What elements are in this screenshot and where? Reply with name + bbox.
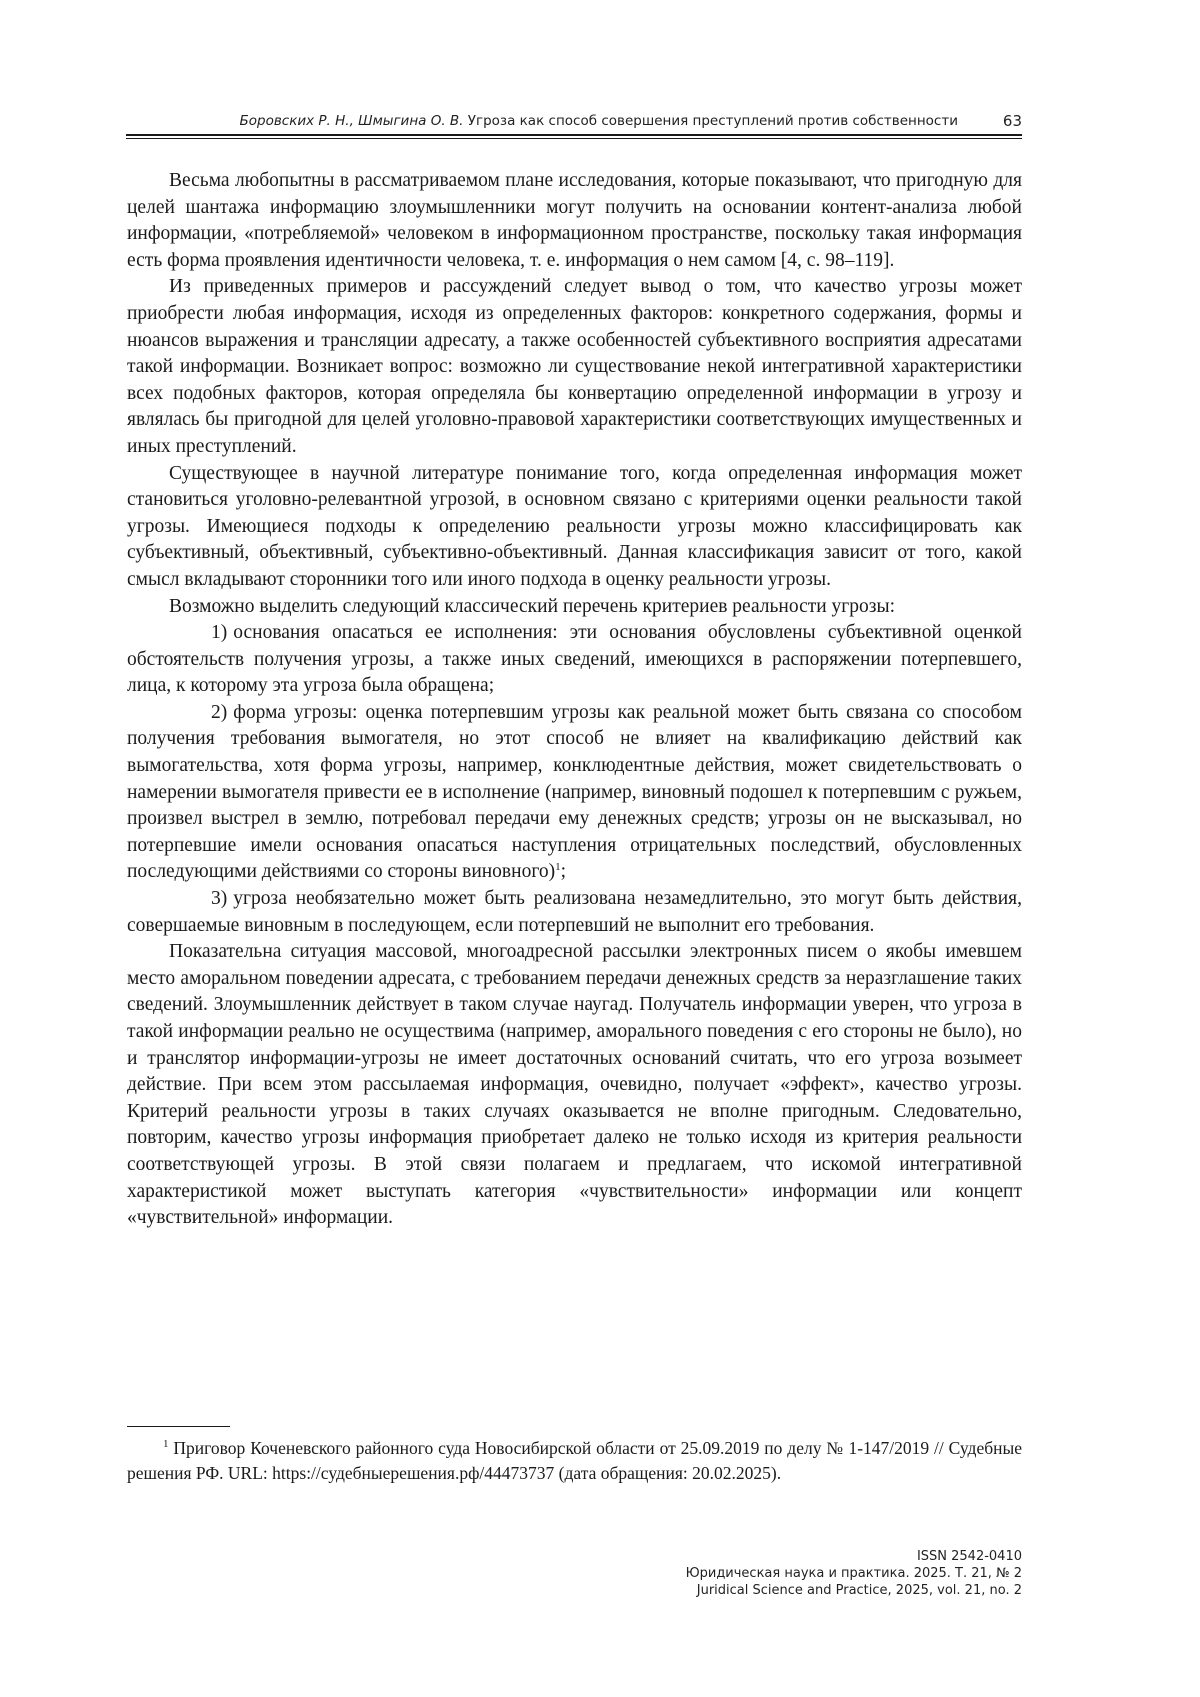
footnote: [127, 1436, 1022, 1485]
header-article-title: Угроза как способ совершения преступлений против собственности: [467, 113, 958, 129]
paragraph: Из приведенных примеров и рассуждений следует вывод о том, что качество угрозы может приобрести любая информация, исходя из определенных факторов: конкретного содержания, формы и нюансов выражения и трансляции адресату, а также особенностей субъективного восприятия адресатами такой информации. Возникает вопрос: возможно ли существование некой интегративной характеристики всех подобных факторов, которая определяла бы конвертацию определенной информации в угрозу и являлась бы пригодной для целей уголовно-правовой характеристики соответствующих имущественных и иных преступлений.: [127, 276, 1022, 457]
page-number: 63: [1002, 112, 1022, 130]
list-item: [127, 886, 1022, 939]
footnote-marker: 1: [163, 1438, 169, 1450]
list-item-text: основания опасаться ее исполнения: эти основания обусловлены субъективной оценкой обстоятельств получения угрозы, а также иных сведений, имеющихся в распоряжении потерпевшего, лица, к которому эта угроза была обращена;: [127, 622, 1022, 697]
list-item-number: 3): [211, 888, 228, 910]
paragraph: Весьма любопытны в рассматриваемом плане исследования, которые показывают, что пригодную для целей шантажа информацию злоумышленники могут получить на основании контент-анализа любой информации, «потребляемой» человеком в информационном пространстве, поскольку такая информация есть форма проявления идентичности человека, т. е. информация о нем самом [4, с. 98–119].: [127, 170, 1022, 271]
journal-title-ru: Юридическая наука и практика. 2025. Т. 21, № 2: [685, 1566, 1022, 1581]
list-item: [127, 620, 1022, 700]
journal-title-en: Juridical Science and Practice, 2025, vol. 21, no. 2: [696, 1583, 1022, 1598]
list-item-number: 2): [211, 701, 228, 723]
header-rule-thin: [126, 138, 1022, 139]
journal-issn: ISSN 2542-0410: [916, 1549, 1022, 1564]
list-item-text: угроза необязательно может быть реализована незамедлительно, это могут быть действия, совершаемые виновным в последующем, если потерпевший не выполнит его требования.: [127, 888, 1022, 936]
footnote-reference: 1: [555, 861, 561, 874]
running-title: [239, 113, 958, 129]
list-item: [127, 700, 1022, 886]
footnote-rule: [127, 1426, 230, 1427]
list-item-tail: ;: [560, 861, 567, 883]
journal-info: [686, 1548, 1022, 1599]
footnote-text: Приговор Коченевского районного суда Новосибирской области от 25.09.2019 по делу № 1-147/2019 // Судебные решения РФ. URL: https://судебныерешения.рф/44473737 (дата обращения: 20.02.2025).: [127, 1438, 1022, 1483]
list-item-text: форма угрозы: оценка потерпевшим угрозы как реальной может быть связана со способом получения требования вымогателя, но этот способ не влияет на квалификацию действий как вымогательства, хотя форма угрозы, например, конклюдентные действия, может свидетельствовать о намерении вымогателя привести ее в исполнение (например, виновный подошел к потерпевшим с ружьем, произвел выстрел в землю, потребовал передачи ему денежных средств; угрозы он не высказывал, но потерпевшие имели основания опасаться наступления отрицательных последствий, обусловленных последующими действиями со стороны виновного): [127, 701, 1022, 883]
article-body: [127, 168, 1022, 1232]
paragraph: Показательна ситуация массовой, многоадресной рассылки электронных писем о якобы имевшем место аморальном поведении адресата, с требованием передачи денежных средств за неразглашение таких сведений. Злоумышленник действует в таком случае наугад. Получатель информации уверен, что угроза в такой информации реально не осуществима (например, аморального поведения с его стороны не было), но и транслятор информации-угрозы не имеет достаточных оснований считать, что его угроза возымеет действие. При всем этом рассылаемая информация, очевидно, получает «эффект», качество угрозы. Критерий реальности угрозы в таких случаях оказывается не вполне пригодным. Следовательно, повторим, качество угрозы информация приобретает далеко не только исходя из критерия реальности соответствующей угрозы. В этой связи полагаем и предлагаем, что искомой интегративной характеристикой может выступать категория «чувствительности» информации или концепт «чувствительной» информации.: [127, 941, 1022, 1229]
header-rule-thick: [126, 134, 1022, 136]
paragraph: Возможно выделить следующий классический перечень критериев реальности угрозы:: [169, 595, 896, 617]
list-item-number: 1): [211, 622, 228, 644]
header-authors: Боровских Р. Н., Шмыгина О. В.: [239, 113, 464, 129]
paragraph: Существующее в научной литературе понимание того, когда определенная информация может становиться уголовно-релевантной угрозой, в основном связано с критериями оценки реальности такой угрозы. Имеющиеся подходы к определению реальности угрозы можно классифицировать как субъективный, объективный, субъективно-объективный. Данная классификация зависит от того, какой смысл вкладывают сторонники того или иного подхода в оценку реальности угрозы.: [127, 462, 1022, 590]
